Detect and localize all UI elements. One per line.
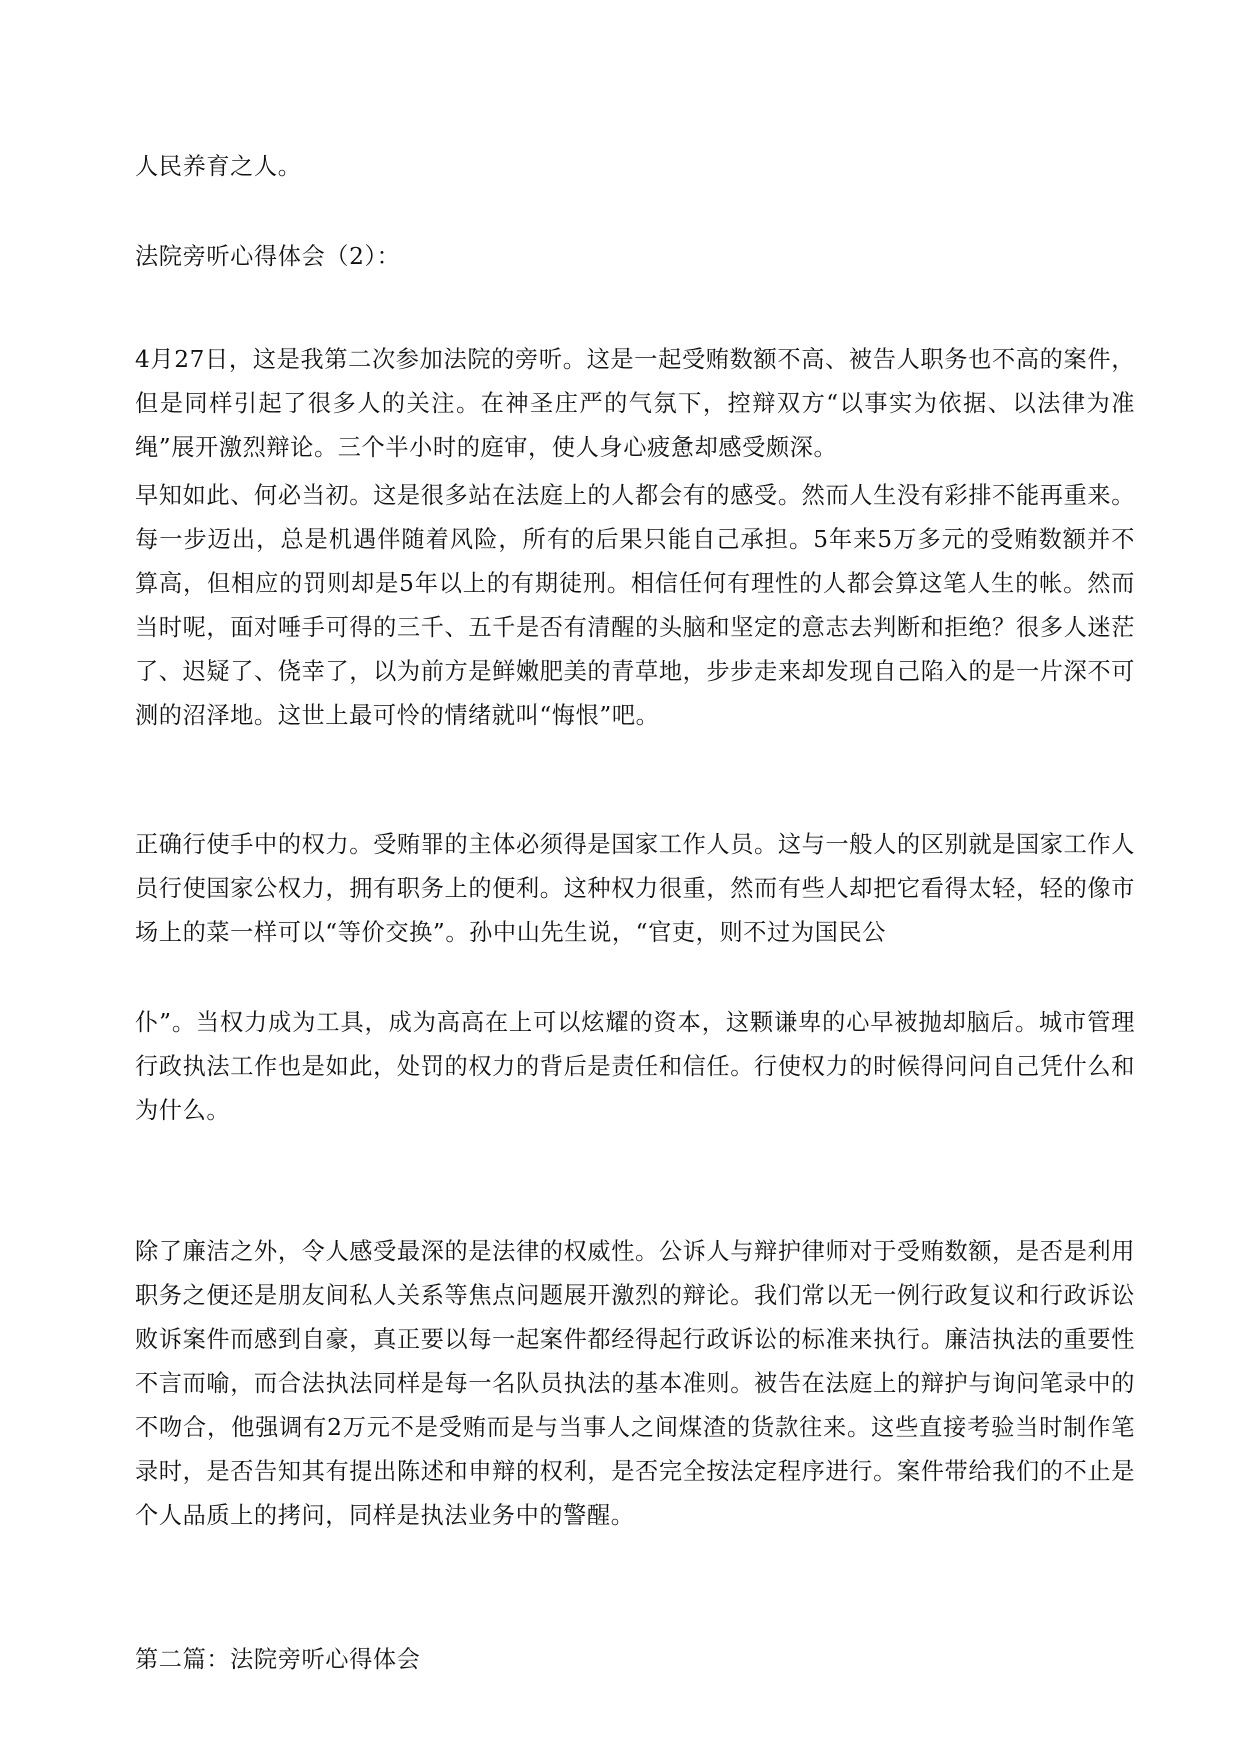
paragraph-closing-line: 人民养育之人。 [135, 153, 302, 181]
paragraph-power: 正确行使手中的权力。受贿罪的主体必须得是国家工作人员。这与一般人的区别就是国家工作人员行使国家公权力，拥有职务上的便利。这种权力很重，然而有些人却把它看得太轻，轻的像市场上的菜一样可以“等价交换”。孙中山先生说，“官吏，则不过为国民公 [135, 831, 1135, 947]
paragraph-regret: 早知如此、何必当初。这是很多站在法庭上的人都会有的感受。然而人生没有彩排不能再重来。每一步迈出，总是机遇伴随着风险，所有的后果只能自己承担。5年来5万多元的受贿数额并不算高，但相应的罚则却是5年以上的有期徒刑。相信任何有理性的人都会算这笔人生的帐。然而当时呢，面对唾手可得的三千、五千是否有清醒的头脑和坚定的意志去判断和拒绝？很多人迷茫了、迟疑了、侥幸了，以为前方是鲜嫩肥美的青草地，步步走来却发现自己陷入的是一片深不可测的沼泽地。这世上最可怜的情绪就叫“悔恨”吧。 [135, 482, 1135, 730]
paragraph-intro: 4月27日，这是我第二次参加法院的旁听。这是一起受贿数额不高、被告人职务也不高的案件，但是同样引起了很多人的关注。在神圣庄严的气氛下，控辩双方“以事实为依据、以法律为准绳”展开激烈辩论。三个半小时的庭审，使人身心疲惫却感受颇深。 [135, 346, 1135, 462]
paragraph-power-continued: 仆”。当权力成为工具，成为高高在上可以炫耀的资本，这颗谦卑的心早被抛却脑后。城市管理行政执法工作也是如此，处罚的权力的背后是责任和信任。行使权力的时候得问问自己凭什么和为什么。 [135, 1009, 1135, 1125]
section-heading-part-2: 法院旁听心得体会（2）： [135, 243, 401, 271]
section-heading-second-article: 第二篇：法院旁听心得体会 [135, 1646, 421, 1674]
paragraph-law-authority: 除了廉洁之外，令人感受最深的是法律的权威性。公诉人与辩护律师对于受贿数额，是否是利用职务之便还是朋友间私人关系等焦点问题展开激烈的辩论。我们常以无一例行政复议和行政诉讼败诉案件而感到自豪，真正要以每一起案件都经得起行政诉讼的标准来执行。廉洁执法的重要性不言而喻，而合法执法同样是每一名队员执法的基本准则。被告在法庭上的辩护与询问笔录中的不吻合，他强调有2万元不是受贿而是与当事人之间煤渣的货款往来。这些直接考验当时制作笔录时，是否告知其有提出陈述和申辩的权利，是否完全按法定程序进行。案件带给我们的不止是个人品质上的拷问，同样是执法业务中的警醒。 [135, 1238, 1135, 1530]
